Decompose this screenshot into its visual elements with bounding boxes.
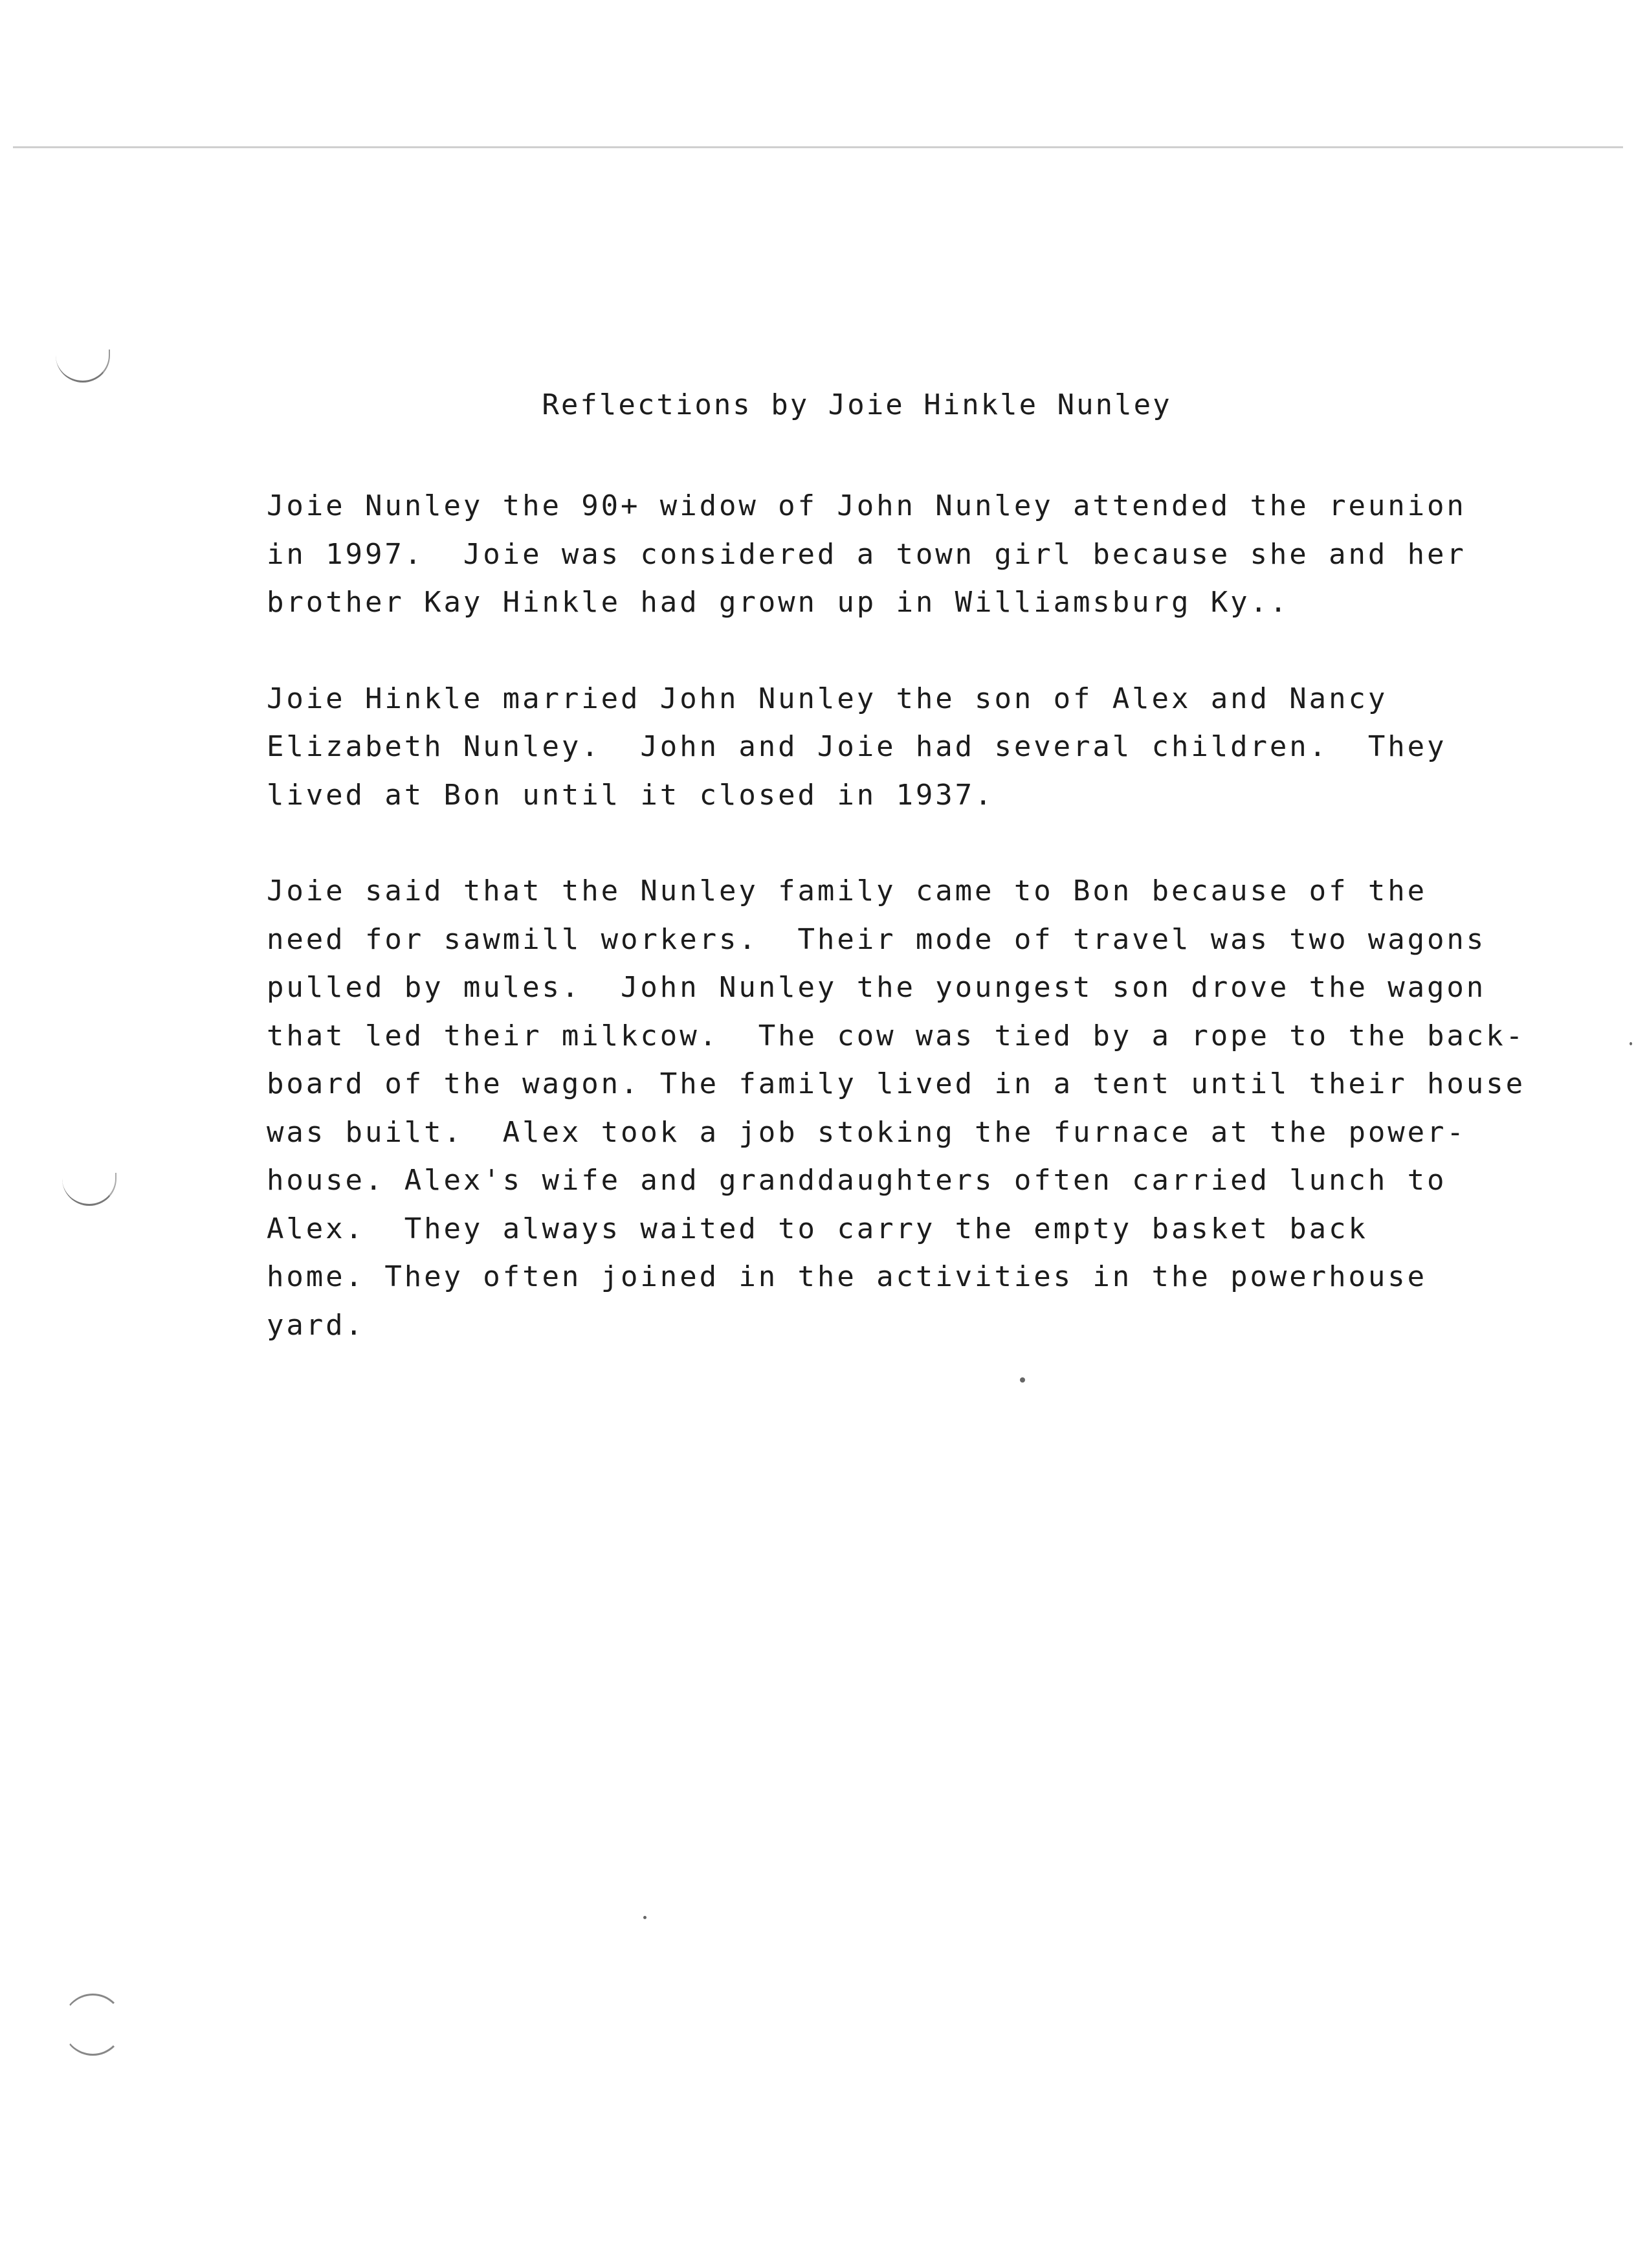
punch-hole-top [56, 350, 110, 383]
text-line: Alex. They always waited to carry the empty basket back [267, 1212, 1368, 1245]
page-top-edge [13, 146, 1623, 148]
text-line: Elizabeth Nunley. John and Joie had several children. They [267, 730, 1447, 763]
text-line: was built. Alex took a job stoking the furnace at the power- [267, 1115, 1466, 1149]
scan-speck [643, 1916, 647, 1919]
text-line: Joie Nunley the 90+ widow of John Nunley attended the reunion [267, 489, 1466, 522]
text-line: Joie said that the Nunley family came to Bon because of the [267, 874, 1428, 907]
text-line: home. They often joined in the activities in the powerhouse [267, 1260, 1428, 1293]
text-line: brother Kay Hinkle had grown up in Williamsburg Ky.. [267, 586, 1290, 619]
text-line: in 1997. Joie was considered a town girl because she and her [267, 537, 1466, 571]
text-line: that led their milkcow. The cow was tied by a rope to the back- [267, 1019, 1525, 1052]
text-line: Joie Hinkle married John Nunley the son of Alex and Nancy [267, 682, 1388, 715]
scan-speck [1630, 1042, 1632, 1045]
text-line: need for sawmill workers. Their mode of travel was two wagons [267, 922, 1487, 956]
scan-speck [1020, 1377, 1025, 1383]
text-line: board of the wagon. The family lived in a tent until their house [267, 1067, 1525, 1100]
punch-hole-middle [62, 1173, 116, 1206]
paragraph-3 [267, 867, 1561, 1350]
text-line: pulled by mules. John Nunley the youngest son drove the wagon [267, 971, 1487, 1004]
document-body [267, 482, 1561, 1397]
punch-hole-bottom [62, 1994, 124, 2056]
page-title: Reflections by Joie Hinkle Nunley [542, 388, 1172, 421]
paragraph-1 [267, 482, 1561, 627]
paragraph-2 [267, 675, 1561, 820]
text-line: house. Alex's wife and granddaughters often carried lunch to [267, 1164, 1447, 1197]
text-line: yard. [267, 1308, 365, 1342]
text-line: lived at Bon until it closed in 1937. [267, 778, 995, 812]
